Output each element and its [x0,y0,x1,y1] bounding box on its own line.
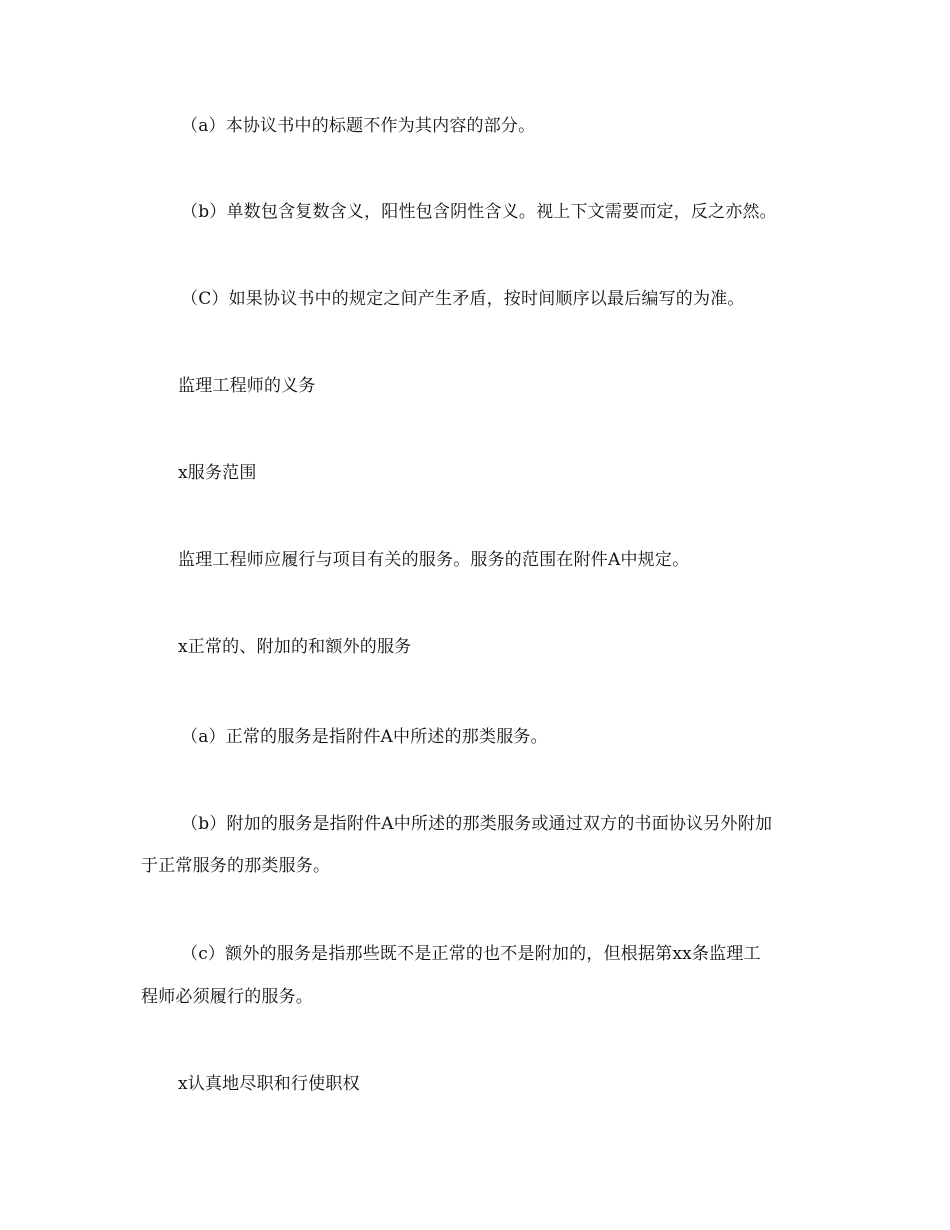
clause-b-additional-services-line1: （b）附加的服务是指附件A中所述的那类服务或通过双方的书面协议另外附加 [181,814,773,834]
paragraph-scope-text: 监理工程师应履行与项目有关的服务。服务的范围在附件A中规定。 [178,550,690,570]
section-heading-engineer-duties: 监理工程师的义务 [178,376,316,396]
subsection-heading-diligence: x认真地尽职和行使职权 [178,1074,360,1094]
clause-c-conflict: （C）如果协议书中的规定之间产生矛盾，按时间顺序以最后编写的为准。 [181,289,745,309]
clause-a-headings: （a）本协议书中的标题不作为其内容的部分。 [181,116,536,136]
clause-b-additional-services-line2: 于正常服务的那类服务。 [141,856,331,876]
clause-b-singular-plural: （b）单数包含复数含义，阳性包含阴性含义。视上下文需要而定，反之亦然。 [181,202,777,222]
clause-c-extra-services-line2: 程师必须履行的服务。 [141,987,313,1007]
clause-a-normal-services: （a）正常的服务是指附件A中所述的那类服务。 [181,727,548,747]
subsection-heading-services: x正常的、附加的和额外的服务 [178,637,412,657]
clause-c-extra-services-line1: （c）额外的服务是指那些既不是正常的也不是附加的，但根据第xx条监理工 [181,944,761,964]
subsection-heading-scope: x服务范围 [178,463,257,483]
